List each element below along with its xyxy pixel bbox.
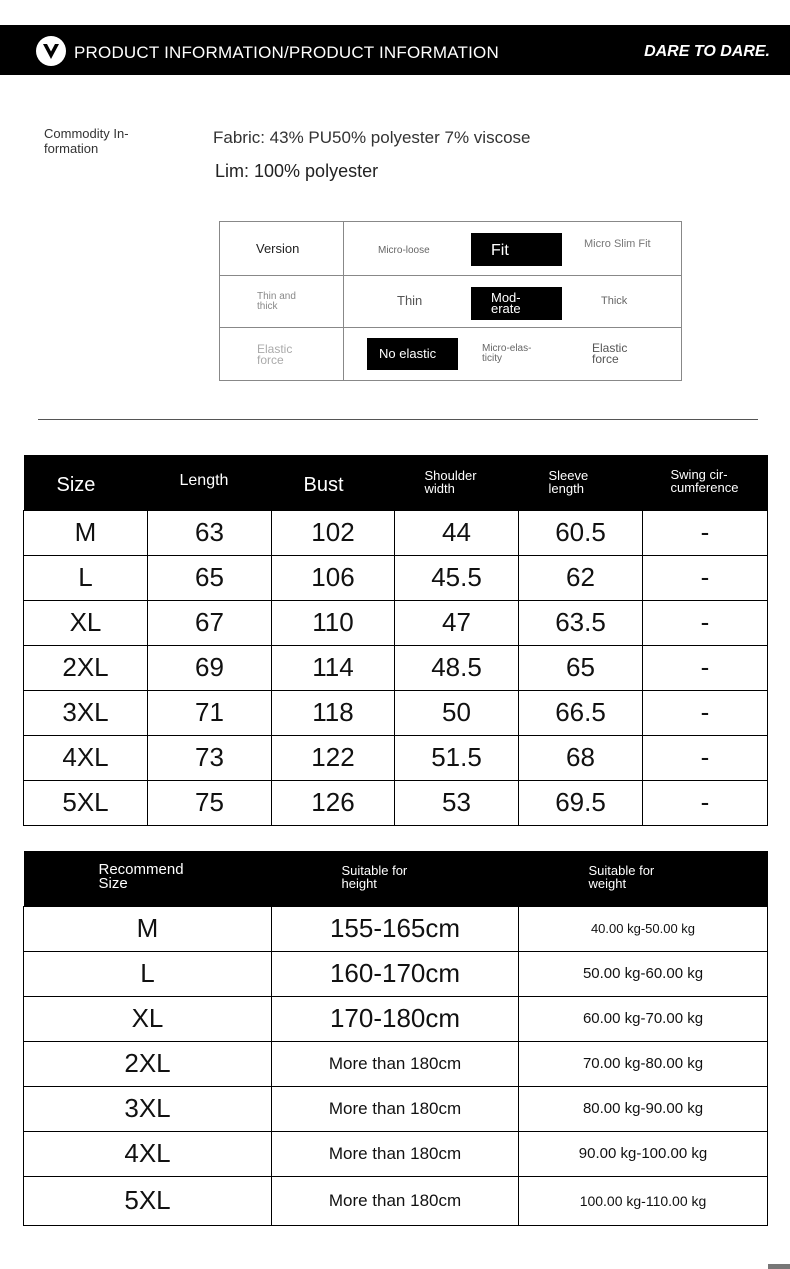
size-cell: 4XL [24,1131,272,1176]
length-cell: 71 [148,690,272,735]
header-slogan: DARE TO DARE. [644,43,770,60]
swing-cell: - [643,735,768,780]
header-text: Length [179,471,229,489]
size-row [24,510,768,555]
bust-cell: 110 [272,600,395,645]
bust-cell: 126 [272,780,395,825]
property-row-version [220,222,681,276]
weight-cell: 50.00 kg-60.00 kg [519,951,768,996]
weight-cell: 70.00 kg-80.00 kg [519,1041,768,1086]
height-cell: 160-170cm [272,951,519,996]
option-micro-elasticity: Micro-elas- ticity [482,343,532,364]
swing-cell: - [643,555,768,600]
property-label: Version [256,241,300,256]
shoulder-cell: 47 [395,600,519,645]
column-header-recommend-size [24,851,272,906]
swing-cell: - [643,600,768,645]
property-label: Elastic force [257,342,293,367]
shoulder-cell: 53 [395,780,519,825]
option-moderate-text: Mod- erate [491,290,521,316]
weight-cell: 100.00 kg-110.00 kg [519,1176,768,1225]
weight-cell: 40.00 kg-50.00 kg [519,906,768,951]
swing-cell: - [643,510,768,555]
weight-cell: 60.00 kg-70.00 kg [519,996,768,1041]
column-header-bust [272,455,395,510]
commodity-info-label: Commodity In- formation [44,126,129,156]
column-header-size [24,455,148,510]
section-divider [38,419,758,420]
size-cell: XL [24,996,272,1041]
header-text: Suitable for height [341,862,408,891]
size-cell: 3XL [24,690,148,735]
shoulder-cell: 51.5 [395,735,519,780]
recommend-row [24,1041,768,1086]
property-row-elasticity [220,328,681,380]
sleeve-cell: 62 [519,555,643,600]
option-elastic-force: Elastic force [592,341,628,366]
sleeve-cell: 66.5 [519,690,643,735]
recommend-row [24,951,768,996]
column-header-height [272,851,519,906]
size-row [24,735,768,780]
size-cell: 4XL [24,735,148,780]
shoulder-cell: 48.5 [395,645,519,690]
option-micro-slim-fit: Micro Slim Fit [584,238,651,250]
weight-cell: 80.00 kg-90.00 kg [519,1086,768,1131]
size-cell: 5XL [24,1176,272,1225]
height-cell: More than 180cm [272,1086,519,1131]
option-no-elastic-selected: No elastic [367,338,458,370]
weight-cell: 90.00 kg-100.00 kg [519,1131,768,1176]
grid-divider [343,222,344,380]
size-cell: 2XL [24,1041,272,1086]
bust-cell: 114 [272,645,395,690]
swing-cell: - [643,690,768,735]
size-chart-header-row [24,455,768,510]
bust-cell: 118 [272,690,395,735]
swing-cell: - [643,780,768,825]
length-cell: 65 [148,555,272,600]
height-cell: More than 180cm [272,1176,519,1225]
length-cell: 75 [148,780,272,825]
size-row [24,600,768,645]
option-thin: Thin [397,293,423,308]
v-chevron-logo-icon [36,36,66,66]
header-text: Size [56,474,96,497]
sleeve-cell: 60.5 [519,510,643,555]
header-text: Sleeve length [548,467,589,496]
bust-cell: 106 [272,555,395,600]
size-cell: 5XL [24,780,148,825]
length-cell: 73 [148,735,272,780]
recommend-row [24,906,768,951]
swing-cell: - [643,645,768,690]
properties-grid [219,221,682,381]
fabric-composition: Fabric: 43% PU50% polyester 7% viscose [213,128,531,147]
sleeve-cell: 69.5 [519,780,643,825]
column-header-weight [519,851,768,906]
size-cell: XL [24,600,148,645]
size-cell: L [24,951,272,996]
header-bar [0,25,790,75]
property-row-thickness [220,276,681,328]
sleeve-cell: 65 [519,645,643,690]
recommend-size-table [23,851,768,1226]
size-cell: M [24,906,272,951]
size-chart-table [23,455,768,826]
option-fit-selected: Fit [471,233,562,266]
height-cell: 155-165cm [272,906,519,951]
column-header-length [148,455,272,510]
option-thick: Thick [601,295,628,307]
recommend-row [24,1086,768,1131]
column-header-shoulder-width [395,455,519,510]
sleeve-cell: 63.5 [519,600,643,645]
bust-cell: 102 [272,510,395,555]
header-text: Swing cir- cumference [670,466,739,495]
height-cell: More than 180cm [272,1041,519,1086]
corner-mark [768,1264,790,1269]
size-row [24,690,768,735]
height-cell: More than 180cm [272,1131,519,1176]
length-cell: 69 [148,645,272,690]
size-cell: 3XL [24,1086,272,1131]
length-cell: 63 [148,510,272,555]
column-header-swing-circumference [643,455,768,510]
option-moderate-selected [471,287,562,320]
lining-composition: Lim: 100% polyester [215,161,379,181]
option-micro-loose: Micro-loose [378,245,430,256]
length-cell: 67 [148,600,272,645]
size-row [24,645,768,690]
header-text: Suitable for weight [588,862,655,891]
shoulder-cell: 45.5 [395,555,519,600]
sleeve-cell: 68 [519,735,643,780]
shoulder-cell: 50 [395,690,519,735]
header-text: Shoulder width [424,467,477,496]
recommend-row [24,1176,768,1225]
height-cell: 170-180cm [272,996,519,1041]
header-title: PRODUCT INFORMATION/PRODUCT INFORMATION [74,43,499,62]
property-label: Thin and thick [257,291,296,312]
size-cell: L [24,555,148,600]
shoulder-cell: 44 [395,510,519,555]
recommend-header-row [24,851,768,906]
header-text: Bust [303,473,344,496]
header-text: Recommend Size [98,861,184,893]
column-header-sleeve-length [519,455,643,510]
size-row [24,780,768,825]
recommend-row [24,1131,768,1176]
size-cell: M [24,510,148,555]
size-row [24,555,768,600]
recommend-row [24,996,768,1041]
bust-cell: 122 [272,735,395,780]
size-cell: 2XL [24,645,148,690]
